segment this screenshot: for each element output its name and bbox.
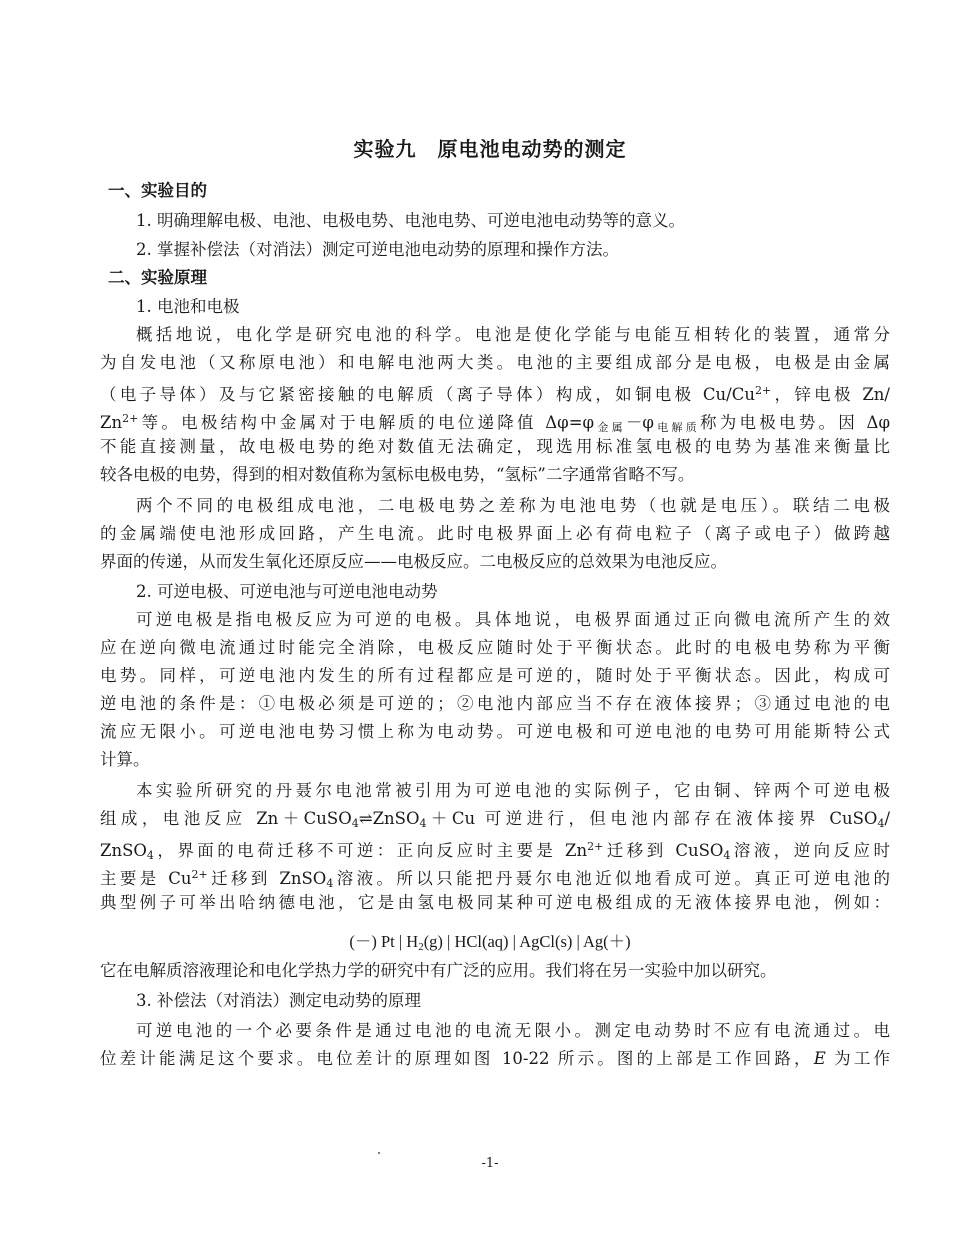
paragraph-line: 逆电池的条件是：①电极必须是可逆的；②电池内部应当不存在液体接界；③通过电池的电 <box>100 694 890 713</box>
paragraph-line: $Zn^{2+}$等。电极结构中金属对于电解质的电位递降值 $\Delta\varphi=\varphi_{金属}-\varphi_{电解质}$称为电极电势。因 Δφ <box>100 412 891 434</box>
paragraph-line: 为自发电池（又称原电池）和电解电池两大类。电池的主要组成部分是电极，电极是由金属 <box>100 353 890 372</box>
paragraph-line: 概括地说，电化学是研究电池的科学。电池是使化学能与电能互相转化的装置，通常分 <box>136 325 890 344</box>
paragraph-line: 不能直接测量，故电极电势的绝对数值无法确定，现选用标准氢电极的电势为基准来衡量比 <box>100 437 890 456</box>
paragraph-line: 典型例子可举出哈纳德电池，它是由氢电极同某种可逆电极组成的无液体接界电池，例如： <box>100 893 890 912</box>
paragraph-line: 电势。同样，可逆电池内发生的所有过程都应是可逆的，随时处于平衡状态。因此，构成可 <box>100 666 890 685</box>
paragraph-line: 可逆电池的一个必要条件是通过电池的电流无限小。测定电动势时不应有电流通过。电 <box>136 1021 890 1040</box>
cell-notation: (－) Pt | $H_2(g)$ | HCl(aq) | AgCl(s) | Ag(＋) <box>349 932 631 953</box>
paragraph-line: 应在逆向微电流通过时能完全消除，电极反应随时处于平衡状态。此时的电极电势称为平衡 <box>100 638 890 657</box>
paragraph-line: 两个不同的电极组成电池，二电极电势之差称为电池电势（也就是电压）。联结二电极 <box>136 496 890 515</box>
objective-item-2: 2. 掌握补偿法（对消法）测定可逆电池电动势的原理和操作方法。 <box>136 240 619 259</box>
section-heading-objectives: 一、实验目的 <box>108 181 207 200</box>
subsection-heading-2: 2. 可逆电极、可逆电池与可逆电池电动势 <box>136 582 438 601</box>
paragraph-line: 较各电极的电势，得到的相对数值称为氢标电极电势，“氢标”二字通常省略不写。 <box>100 465 695 484</box>
subsection-heading-3: 3. 补偿法（对消法）测定电动势的原理 <box>136 991 421 1010</box>
paragraph-line: 本实验所研究的丹聂尔电池常被引用为可逆电池的实际例子，它由铜、锌两个可逆电极 <box>136 781 890 800</box>
section-heading-principle: 二、实验原理 <box>108 268 207 287</box>
paragraph-line: 组成，电池反应 Zn＋CuSO$_4$⇌ZnSO$_4$＋Cu 可逆进行，但电池内部存在液体接界 CuSO$_4$/ <box>100 809 890 830</box>
paragraph-line: 界面的传递，从而发生氧化还原反应——电极反应。二电极反应的总效果为电池反应。 <box>100 552 727 571</box>
objective-item-1: 1. 明确理解电极、电池、电极电势、电池电势、可逆电池电动势等的意义。 <box>136 211 685 230</box>
paragraph-line: 主要是 $Cu^{2+}$迁移到 ZnSO$_4$溶液。所以只能把丹聂尔电池近似地看成可逆。真正可逆电池的 <box>100 868 891 890</box>
paragraph-line: 的金属端使电池形成回路，产生电流。此时电极界面上必有荷电粒子（离子或电子）做跨越 <box>100 524 890 543</box>
scan-speck <box>378 1152 380 1154</box>
paragraph-line: 它在电解质溶液理论和电化学热力学的研究中有广泛的应用。我们将在另一实验中加以研究。 <box>100 961 777 980</box>
paragraph-line: （电子导体）及与它紧密接触的电解质（离子导体）构成，如铜电极 $Cu/Cu^{2+}$，锌电极 Zn/ <box>100 384 890 404</box>
paragraph-line: 位差计能满足这个要求。电位差计的原理如图 10-22 所示。图的上部是工作回路，E 为工作 <box>100 1049 891 1068</box>
page-title: 实验九 原电池电动势的测定 <box>353 137 627 161</box>
page-number: -1- <box>481 1156 499 1171</box>
paragraph-line: 流应无限小。可逆电池电势习惯上称为电动势。可逆电极和可逆电池的电势可用能斯特公式 <box>100 722 890 741</box>
paragraph-line: ZnSO$_4$，界面的电荷迁移不可逆：正向反应时主要是 $Zn^{2+}$迁移到 CuSO$_4$溶液，逆向反应时 <box>100 840 891 862</box>
paragraph-line: 可逆电极是指电极反应为可逆的电极。具体地说，电极界面通过正向微电流所产生的效 <box>136 610 890 629</box>
paragraph-line: 计算。 <box>100 750 150 769</box>
subsection-heading-1: 1. 电池和电极 <box>136 297 240 316</box>
